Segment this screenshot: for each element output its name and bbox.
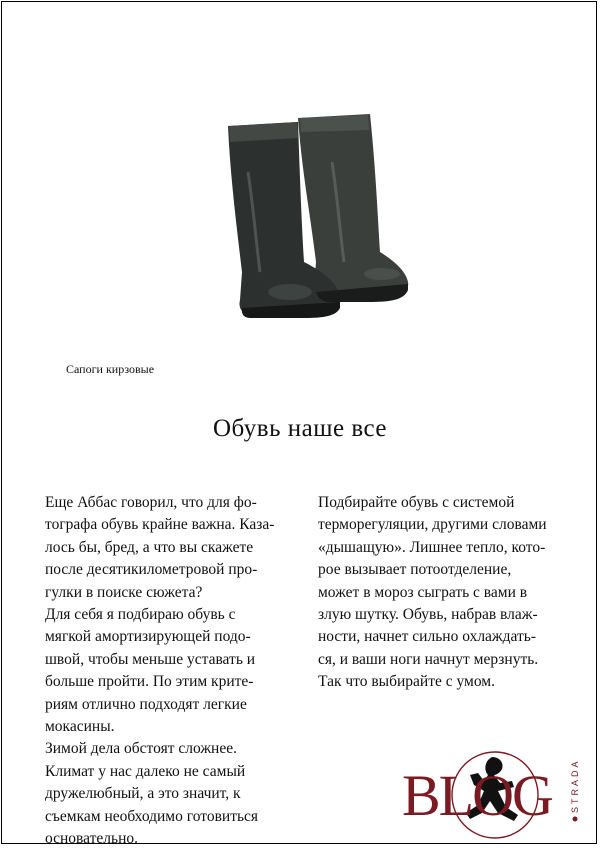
boots-image [220,112,420,332]
paragraph: Подбирайте обувь с системой терморегуляции, другими словами «дышащую». Лишнее тепло, кото- рое вызывает потоотделение, может в мороз сыграть с вами в злую шутку. Обувь, набрав влаж- ности, начнет сильно охлаждать- ся, и ваши ноги начнут мерзнуть. Так что выбирайте с умом. [318,494,547,691]
paragraph: Еще Аббас говорил, что для фо- тографа обувь крайне важна. Каза- лось бы, бред, а что вы скажете после десятикилометровой про- гулки в поиске сюжета? [45,494,275,601]
blog-logo [400,735,585,840]
right-column [318,492,580,694]
logo-word: BLOG [402,763,552,828]
image-caption: Сапоги кирзовые [66,362,155,376]
paragraph: Зимой дела обстоят сложнее. Климат у нас далеко не самый дружелюбный, а это значит, к съемкам необходимо готовиться основательно. [45,740,259,848]
paragraph: Для себя я подбираю обувь с мягкой амортизирующей подо- швой, чтобы меньше уставать и больше пройти. По этим крите- риям отлично подходят легкие мокасины. [45,606,256,736]
logo-side-text: STRADA [570,758,580,813]
left-column [45,492,325,851]
page-title: Обувь наше все [212,415,387,442]
